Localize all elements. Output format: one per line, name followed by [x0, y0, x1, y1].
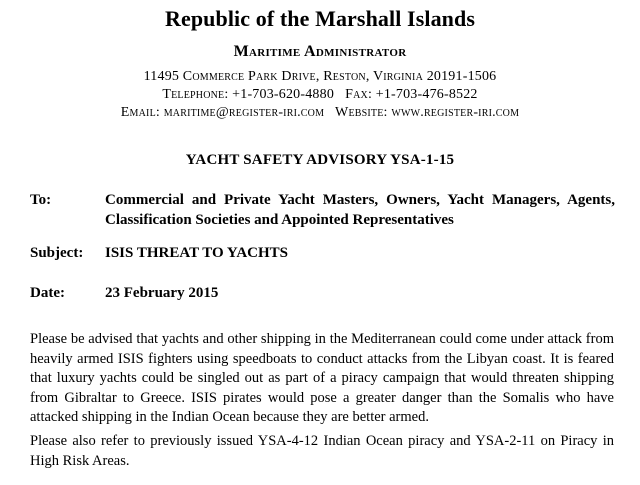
letterhead: [0, 6, 640, 122]
date-label: Date:: [30, 285, 65, 301]
subject-value: ISIS THREAT TO YACHTS: [105, 245, 289, 261]
subject-label: Subject:: [30, 245, 84, 261]
to-label: To:: [30, 192, 52, 208]
letterhead-title: Republic of the Marshall Islands: [164, 6, 476, 31]
letterhead-phone-fax: Telephone: +1-703-620-4880 Fax: +1-703-476-8522: [162, 87, 478, 102]
body-paragraph-1: Please be advised that yachts and other shipping in the Mediterranean could come under attack from heavily armed ISIS fighters using speedboats to conduct attacks from the Libyan coast. It is feared that luxury yachts could be singled out as part of a piracy campaign that would threaten shipping from Gibraltar to Greece. ISIS pirates would pose a greater danger than the Somalis who have attacked shipping in the Indian Ocean because they are better armed.: [30, 331, 614, 425]
date-value: 23 February 2015: [105, 285, 219, 301]
advisory-title: YACHT SAFETY ADVISORY YSA-1-15: [185, 152, 455, 168]
letterhead-address: 11495 Commerce Park Drive, Reston, Virginia 20191-1506: [143, 69, 497, 84]
letterhead-subtitle: Maritime Administrator: [233, 43, 407, 60]
letterhead-email-website: Email: maritime@register-iri.com Website: www.register-iri.com: [120, 105, 520, 120]
body-paragraph-2: Please also refer to previously issued YSA-4-12 Indian Ocean piracy and YSA-2-11 on Piracy in High Risk Areas.: [30, 433, 614, 469]
to-value: Commercial and Private Yacht Masters, Owners, Yacht Managers, Agents, Classification Societies and Appointed Representatives: [105, 192, 615, 228]
